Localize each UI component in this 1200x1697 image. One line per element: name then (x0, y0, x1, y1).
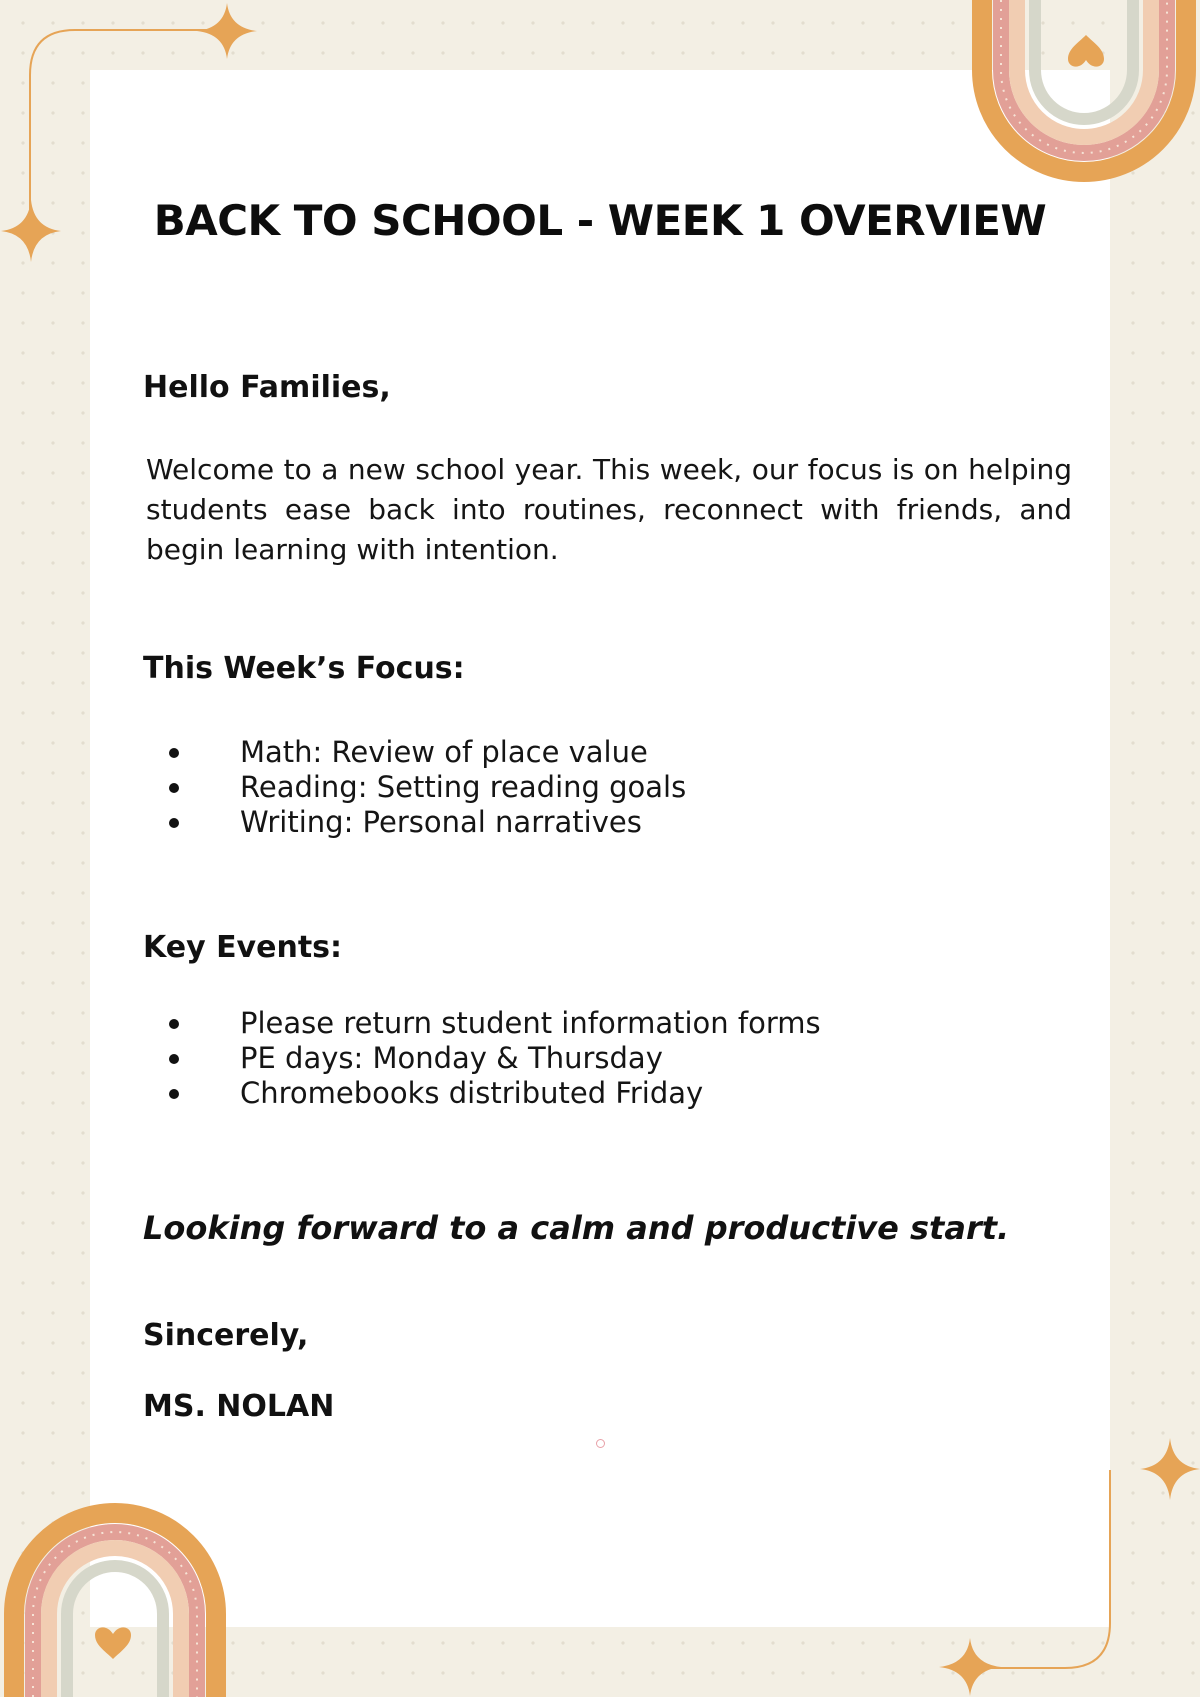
list-item: Math: Review of place value (163, 735, 686, 770)
heart-icon (94, 1625, 132, 1661)
signoff: Sincerely, (143, 1318, 309, 1353)
rainbow-icon (968, 0, 1200, 200)
focus-heading: This Week’s Focus: (143, 651, 465, 686)
focus-list (163, 735, 686, 840)
sparkle-icon (938, 1637, 1002, 1697)
signature: MS. NOLAN (143, 1389, 335, 1424)
events-heading: Key Events: (143, 930, 343, 965)
events-list (163, 1006, 821, 1111)
list-item: Please return student information forms (163, 1006, 821, 1041)
sparkle-icon (194, 2, 260, 60)
marker-dot (596, 1439, 605, 1448)
greeting: Hello Families, (143, 370, 391, 405)
list-item: Writing: Personal narratives (163, 805, 686, 840)
sparkle-icon (0, 199, 62, 263)
heart-icon (1067, 33, 1105, 69)
closing-line: Looking forward to a calm and productive start. (143, 1209, 1010, 1247)
page-title: BACK TO SCHOOL - WEEK 1 OVERVIEW (153, 196, 1047, 245)
sparkle-icon (1139, 1437, 1200, 1501)
rainbow-icon (0, 1497, 232, 1697)
list-item: Reading: Setting reading goals (163, 770, 686, 805)
intro-paragraph: Welcome to a new school year. This week, our focus is on helping students ease back into routines, reconnect with friends, and begin learning with intention. (146, 453, 1072, 566)
list-item: Chromebooks distributed Friday (163, 1076, 821, 1111)
list-item: PE days: Monday & Thursday (163, 1041, 821, 1076)
